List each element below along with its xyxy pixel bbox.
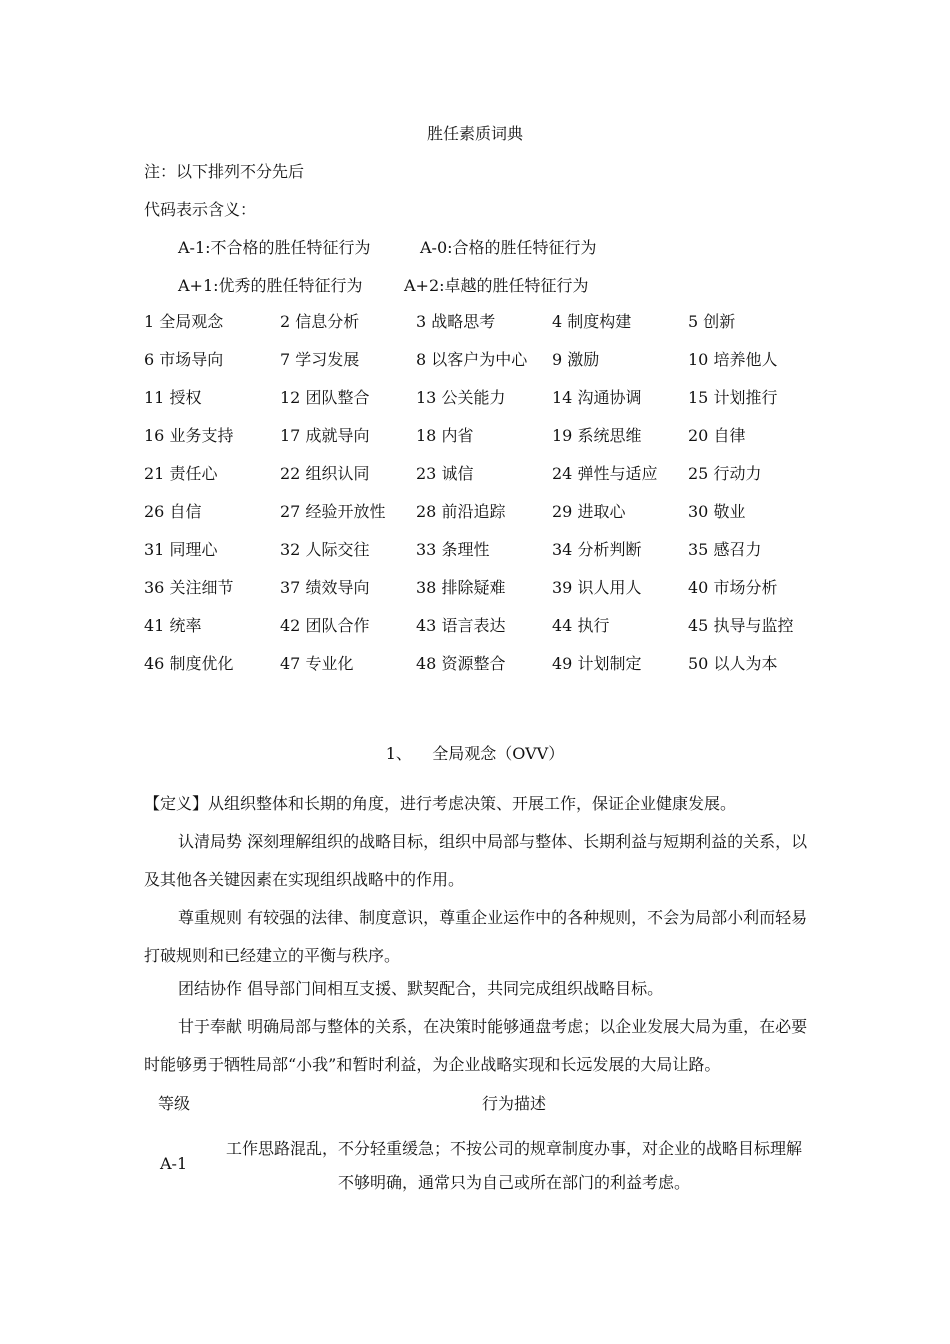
- definition-text: 【定义】从组织整体和长期的角度，进行考虑决策、开展工作，保证企业健康发展。: [144, 794, 737, 813]
- competency-item: 11 授权: [144, 388, 202, 407]
- competency-row: [144, 310, 824, 348]
- competency-row: [144, 424, 824, 462]
- competency-item: 8 以客户为中心: [416, 350, 528, 369]
- competency-row: [144, 500, 824, 538]
- competency-item: 34 分析判断: [552, 540, 642, 559]
- competency-item: 35 感召力: [688, 540, 762, 559]
- competency-item: 24 弹性与适应: [552, 464, 658, 483]
- paragraph-dedication: 甘于奉献 明确局部与整体的关系，在决策时能够通盘考虑；以企业发展大局为重，在必要时能够勇于牺牲局部“小我”和暂时利益，为企业战略实现和长远发展的大局让路。: [144, 1017, 808, 1074]
- competency-item: 42 团队合作: [280, 616, 370, 635]
- competency-item: 28 前沿追踪: [416, 502, 506, 521]
- competency-item: 3 战略思考: [416, 312, 496, 331]
- competency-item: 2 信息分析: [280, 312, 360, 331]
- competency-item: 37 绩效导向: [280, 578, 370, 597]
- competency-item: 48 资源整合: [416, 654, 506, 673]
- competency-item: 26 自信: [144, 502, 202, 521]
- competency-item: 27 经验开放性: [280, 502, 386, 521]
- competency-item: 47 专业化: [280, 654, 354, 673]
- competency-item: 5 创新: [688, 312, 736, 331]
- competency-item: 9 激励: [552, 350, 600, 369]
- competency-item: 6 市场导向: [144, 350, 224, 369]
- competency-row: [144, 576, 824, 614]
- competency-item: 15 计划推行: [688, 388, 778, 407]
- code-a-plus-2: A+2:卓越的胜任特征行为: [404, 276, 589, 295]
- document-title: 胜任素质词典: [426, 124, 523, 143]
- competency-item: 23 诚信: [416, 464, 474, 483]
- code-heading: 代码表示含义：: [144, 200, 257, 219]
- code-a-plus-1: A+1:优秀的胜任特征行为: [178, 276, 363, 295]
- competency-list: [144, 310, 824, 690]
- competency-item: 20 自律: [688, 426, 746, 445]
- competency-item: 16 业务支持: [144, 426, 234, 445]
- competency-item: 50 以人为本: [688, 654, 778, 673]
- competency-item: 30 敬业: [688, 502, 746, 521]
- paragraph-situation: 认清局势 深刻理解组织的战略目标，组织中局部与整体、长期利益与短期利益的关系，以及其他各关键因素在实现组织战略中的作用。: [144, 832, 808, 889]
- competency-item: 21 责任心: [144, 464, 218, 483]
- competency-item: 38 排除疑难: [416, 578, 506, 597]
- table-level-cell: A-1: [160, 1154, 188, 1173]
- competency-item: 7 学习发展: [280, 350, 360, 369]
- paragraph-rules: 尊重规则 有较强的法律、制度意识，尊重企业运作中的各种规则，不会为局部小利而轻易打破规则和已经建立的平衡与秩序。: [144, 908, 808, 965]
- competency-item: 45 执导与监控: [688, 616, 794, 635]
- table-header-level: 等级: [158, 1094, 191, 1113]
- competency-item: 44 执行: [552, 616, 610, 635]
- competency-item: 22 组织认同: [280, 464, 370, 483]
- competency-row: [144, 462, 824, 500]
- competency-item: 49 计划制定: [552, 654, 642, 673]
- competency-item: 41 统率: [144, 616, 202, 635]
- competency-item: 14 沟通协调: [552, 388, 642, 407]
- competency-item: 1 全局观念: [144, 312, 224, 331]
- section-title: 1、 全局观念（OVV）: [385, 744, 565, 763]
- competency-item: 46 制度优化: [144, 654, 234, 673]
- competency-item: 18 内省: [416, 426, 474, 445]
- competency-item: 4 制度构建: [552, 312, 632, 331]
- competency-row: [144, 614, 824, 652]
- table-header-description: 行为描述: [482, 1094, 547, 1113]
- competency-item: 10 培养他人: [688, 350, 778, 369]
- competency-item: 13 公关能力: [416, 388, 506, 407]
- competency-item: 36 关注细节: [144, 578, 234, 597]
- competency-row: [144, 538, 824, 576]
- competency-item: 25 行动力: [688, 464, 762, 483]
- competency-item: 43 语言表达: [416, 616, 506, 635]
- competency-item: 40 市场分析: [688, 578, 778, 597]
- code-a-0: A-0:合格的胜任特征行为: [420, 238, 597, 257]
- table-description-cell: 工作思路混乱，不分轻重缓急；不按公司的规章制度办事，对企业的战略目标理解不够明确，通常只为自己或所在部门的利益考虑。: [225, 1139, 802, 1192]
- competency-item: 39 识人用人: [552, 578, 642, 597]
- competency-item: 29 进取心: [552, 502, 626, 521]
- note-text: 注：以下排列不分先后: [144, 162, 305, 181]
- competency-item: 12 团队整合: [280, 388, 370, 407]
- competency-item: 33 条理性: [416, 540, 490, 559]
- competency-item: 32 人际交往: [280, 540, 370, 559]
- competency-row: [144, 348, 824, 386]
- code-a-minus-1: A-1:不合格的胜任特征行为: [178, 238, 371, 257]
- paragraph-cooperation: 团结协作 倡导部门间相互支援、默契配合，共同完成组织战略目标。: [178, 979, 664, 998]
- competency-item: 19 系统思维: [552, 426, 642, 445]
- competency-item: 31 同理心: [144, 540, 218, 559]
- competency-item: 17 成就导向: [280, 426, 370, 445]
- competency-row: [144, 386, 824, 424]
- competency-row: [144, 652, 824, 690]
